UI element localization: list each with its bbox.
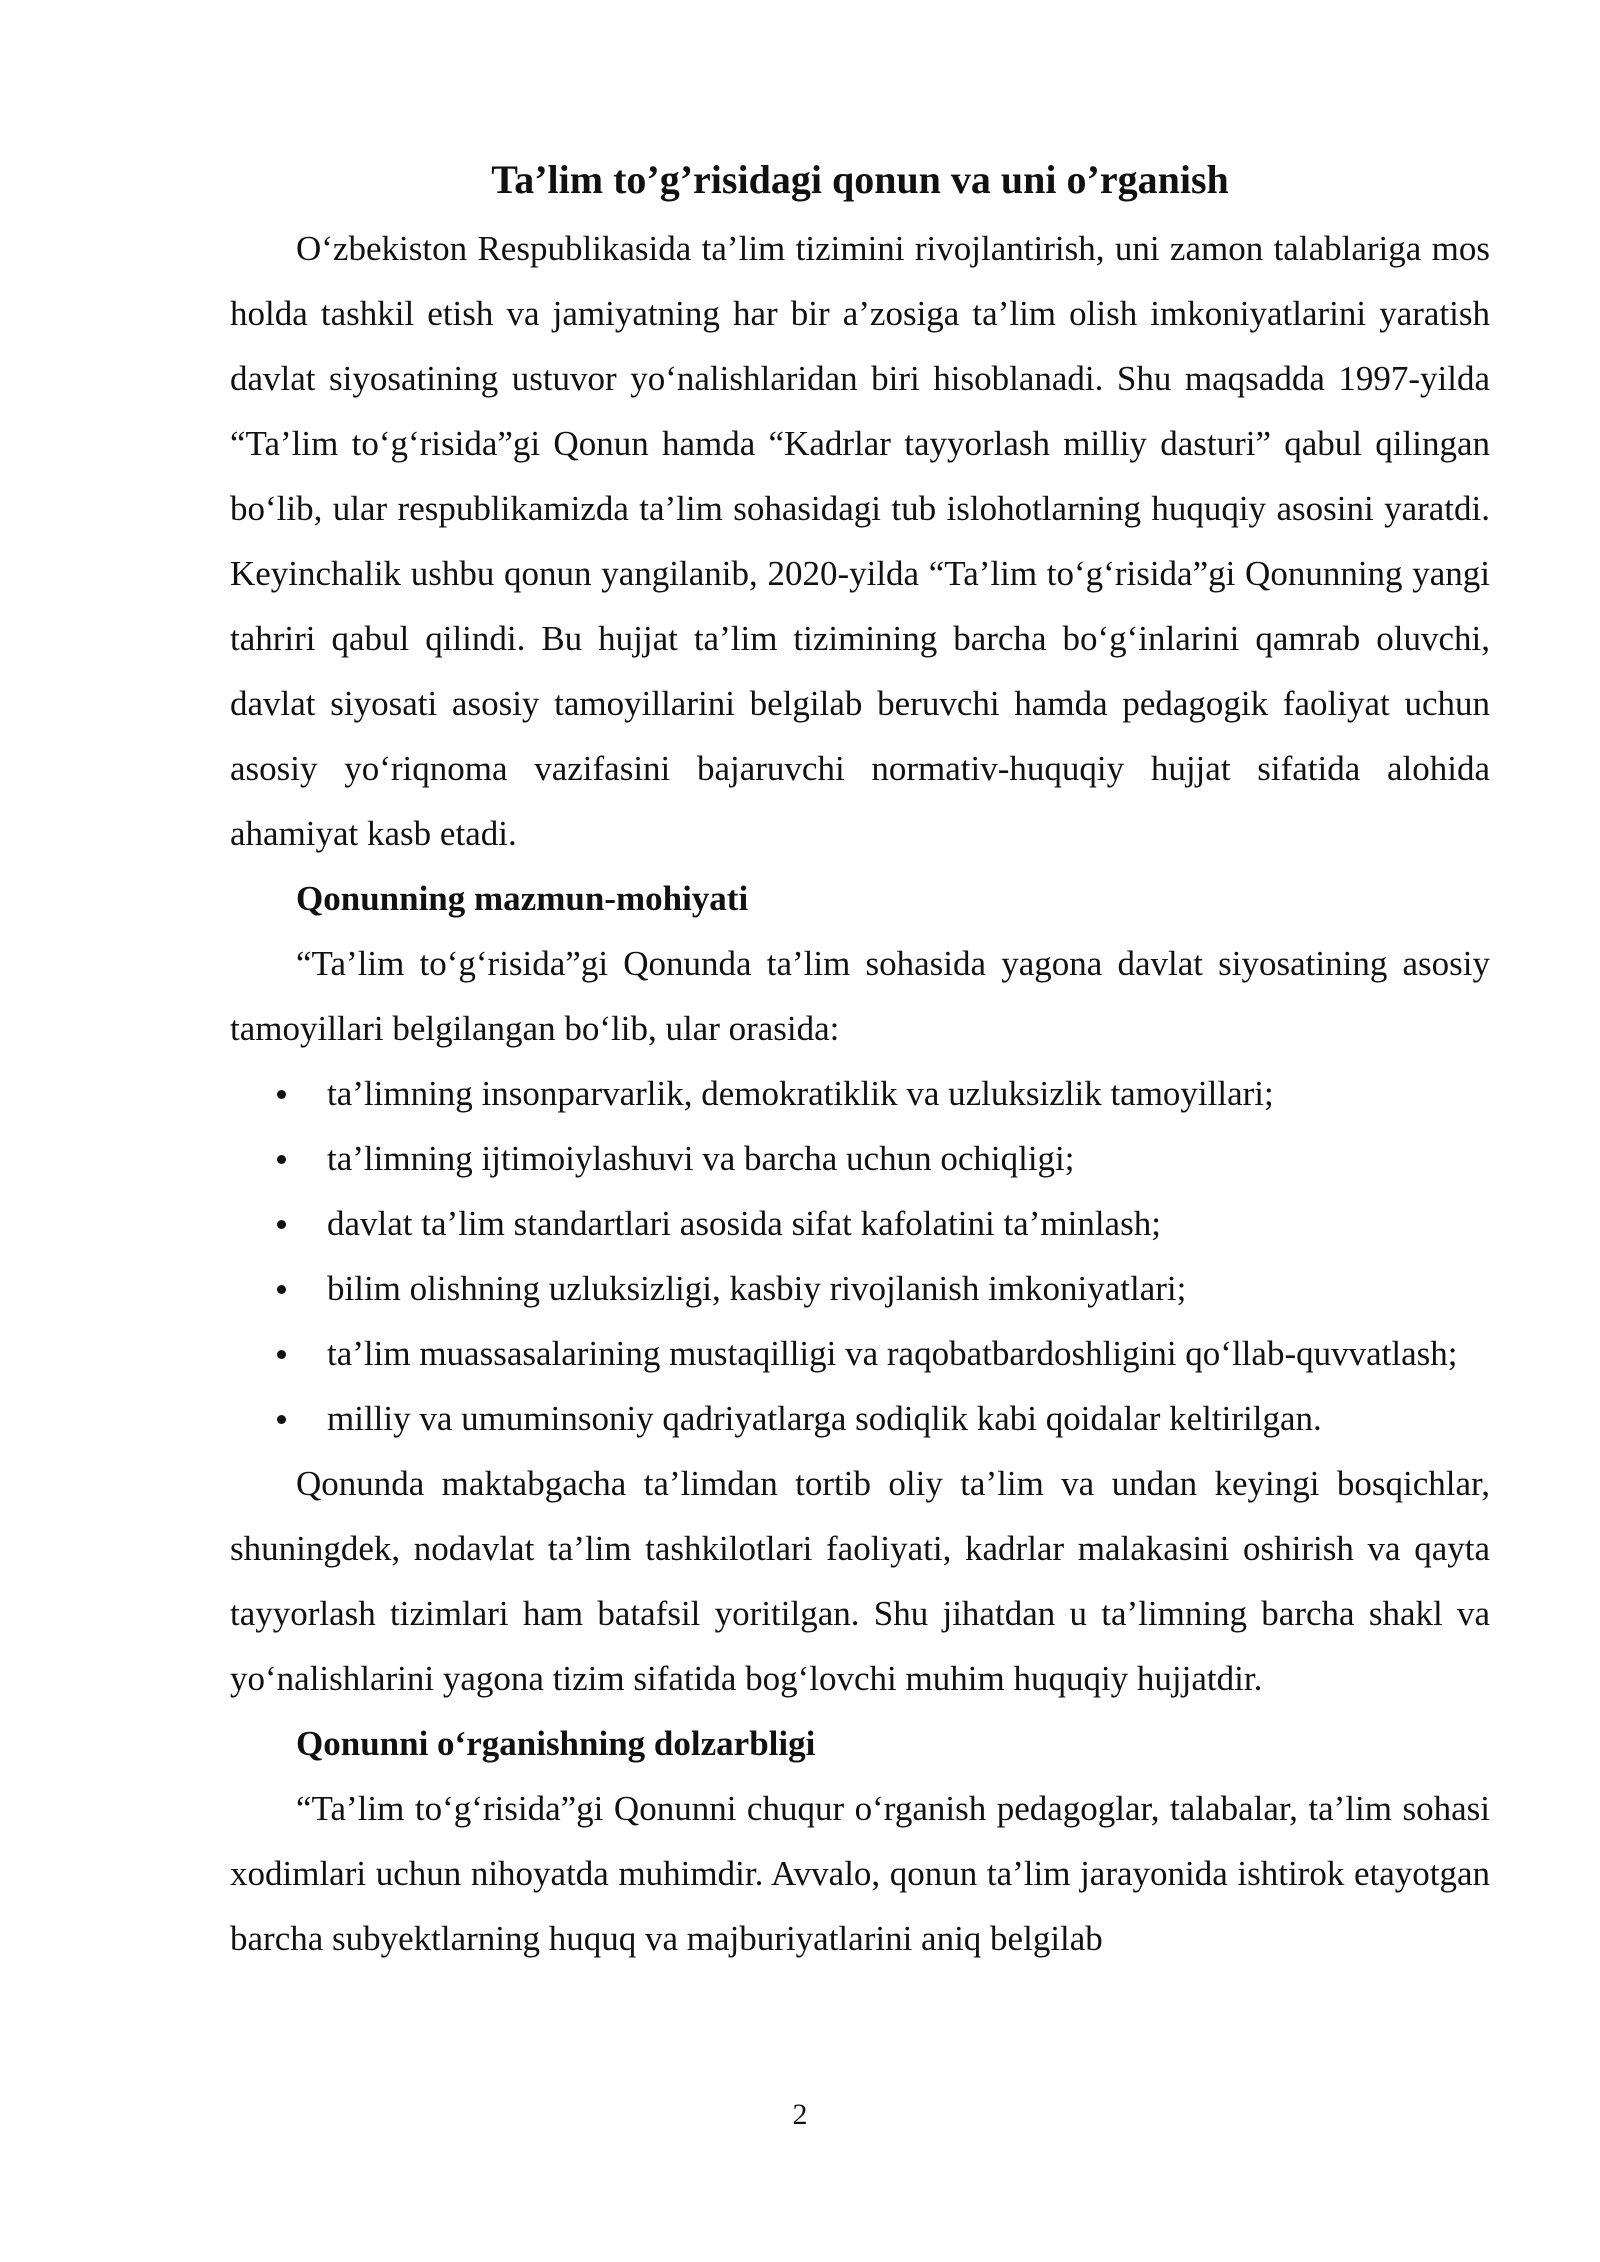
- list-item: [230, 1191, 1490, 1256]
- bullet-icon: [277, 1090, 286, 1099]
- list-item: [230, 1386, 1490, 1451]
- bullet-icon: [277, 1415, 286, 1424]
- list-item-text: davlat ta’lim standartlari asosida sifat kafolatini ta’minlash;: [327, 1204, 1161, 1243]
- intro-paragraph: O‘zbekiston Respublikasida ta’lim tizimini rivojlantirish, uni zamon talablariga mos holda tashkil etish va jamiyatning har bir a’zosiga ta’lim olish imkoniyatlarini yaratish davlat siyosatining ustuvor yo‘nalishlaridan biri hisoblanadi. Shu maqsadda 1997-yilda “Ta’lim to‘g‘risida”gi Qonun hamda “Kadrlar tayyorlash milliy dasturi” qabul qilingan bo‘lib, ular respublikamizda ta’lim sohasidagi tub islohotlarning huquqiy asosini yaratdi. Keyinchalik ushbu qonun yangilanib, 2020-yilda “Ta’lim to‘g‘risida”gi Qonunning yangi tahriri qabul qilindi. Bu hujjat ta’lim tizimining barcha bo‘g‘inlarini qamrab oluvchi, davlat siyosati asosiy tamoyillarini belgilab beruvchi hamda pedagogik faoliyat uchun asosiy yo‘riqnoma vazifasini bajaruvchi normativ-huquqiy hujjat sifatida alohida ahamiyat kasb etadi.: [230, 229, 1490, 853]
- bullet-icon: [277, 1285, 286, 1294]
- bullet-icon: [277, 1350, 286, 1359]
- bullet-icon: [277, 1155, 286, 1164]
- list-item: [230, 1256, 1490, 1321]
- bullet-icon: [277, 1220, 286, 1229]
- list-item-text: ta’limning insonparvarlik, demokratiklik va uzluksizlik tamoyillari;: [327, 1074, 1274, 1113]
- scope-paragraph: Qonunda maktabgacha ta’limdan tortib oliy ta’lim va undan keyingi bosqichlar, shuningdek, nodavlat ta’lim tashkilotlari faoliyati, kadrlar malakasini oshirish va qayta tayyorlash tizimlari ham batafsil yoritilgan. Shu jihatdan u ta’limning barcha shakl va yo‘nalishlarini yagona tizim sifatida bog‘lovchi muhim huquqiy hujjatdir.: [230, 1464, 1490, 1698]
- list-item-text: milliy va umuminsoniy qadriyatlarga sodiqlik kabi qoidalar keltirilgan.: [327, 1399, 1322, 1438]
- list-item: [230, 1061, 1490, 1126]
- section-heading-essence: Qonunning mazmun-mohiyati: [296, 879, 749, 918]
- list-item-text: bilim olishning uzluksizligi, kasbiy rivojlanish imkoniyatlari;: [327, 1269, 1187, 1308]
- document-page: [230, 150, 1490, 1971]
- list-item: [230, 1321, 1490, 1386]
- relevance-paragraph: “Ta’lim to‘g‘risida”gi Qonunni chuqur o‘rganish pedagoglar, talabalar, ta’lim sohasi xodimlari uchun nihoyatda muhimdir. Avvalo, qonun ta’lim jarayonida ishtirok etayotgan barcha subyektlarning huquq va majburiyatlarini aniq belgilab: [230, 1789, 1490, 1958]
- list-item: [230, 1126, 1490, 1191]
- section-heading-relevance: Qonunni o‘rganishning dolzarbligi: [296, 1724, 816, 1763]
- document-title: Ta’lim to’g’risidagi qonun va uni o’rganish: [491, 157, 1229, 202]
- page-number: 2: [792, 2098, 808, 2131]
- list-item-text: ta’lim muassasalarining mustaqilligi va raqobatbardoshligini qo‘llab-quvvatlash;: [327, 1334, 1458, 1373]
- principles-list: [230, 1061, 1490, 1451]
- principles-lead-paragraph: “Ta’lim to‘g‘risida”gi Qonunda ta’lim sohasida yagona davlat siyosatining asosiy tamoyillari belgilangan bo‘lib, ular orasida:: [230, 944, 1490, 1048]
- list-item-text: ta’limning ijtimoiylashuvi va barcha uchun ochiqligi;: [327, 1139, 1075, 1178]
